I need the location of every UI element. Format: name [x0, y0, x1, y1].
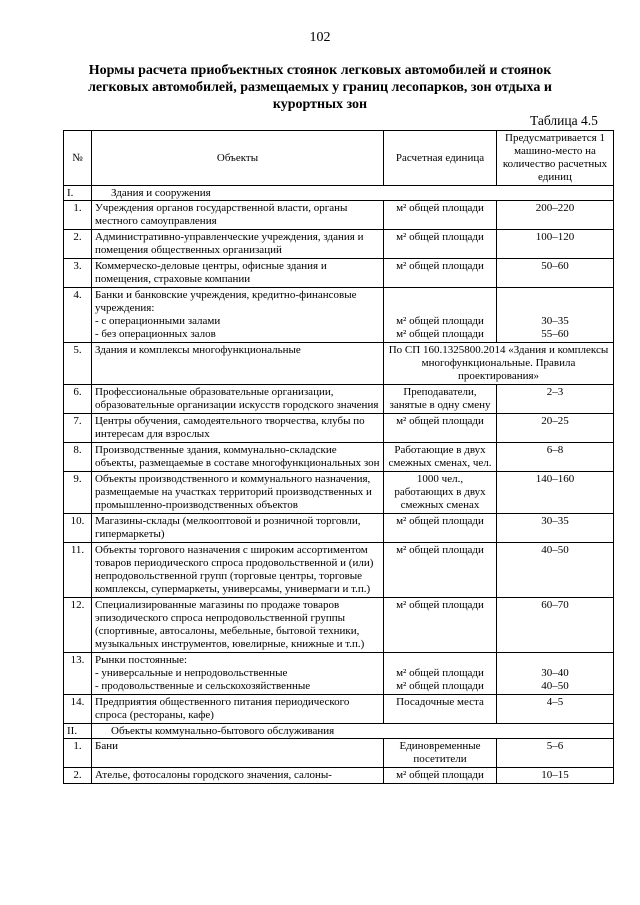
row-value: 6–8 — [497, 443, 614, 472]
table-row — [64, 598, 614, 653]
row-value: 100–120 — [497, 230, 614, 259]
row-unit: 1000 чел., работающих в двух смежных сменах — [384, 472, 497, 514]
table-row — [64, 472, 614, 514]
row-object: Центры обучения, самодеятельного творчества, клубы по интересам для взрослых — [92, 414, 384, 443]
row-num: 7. — [64, 414, 92, 443]
parking-norms-table — [63, 130, 614, 784]
row-num: 9. — [64, 472, 92, 514]
row-num: 6. — [64, 385, 92, 414]
row-value: 30–35 — [497, 514, 614, 543]
row-object: Специализированные магазины по продаже товаров эпизодического спроса непродовольственной группы (спортивные, автосалоны, мебельные, бытовой техники, музыкальных инструментов, ювелирные, книжные и т.п.) — [92, 598, 384, 653]
row-object: Производственные здания, коммунально-складские объекты, размещаемые в составе многофункциональных зон — [92, 443, 384, 472]
row-unit: Преподаватели, занятые в одну смену — [384, 385, 497, 414]
row-value: 60–70 — [497, 598, 614, 653]
table-row — [64, 385, 614, 414]
row-value: 10–15 — [497, 768, 614, 784]
row-value: 2–3 — [497, 385, 614, 414]
section-row — [64, 186, 614, 201]
table-row — [64, 653, 614, 695]
table-row — [64, 543, 614, 598]
header-value: Предусматривается 1 машино-место на количество расчетных единиц — [497, 131, 614, 186]
row-num: 12. — [64, 598, 92, 653]
row-unit: м² общей площади — [384, 768, 497, 784]
table-header-row — [64, 131, 614, 186]
table-row — [64, 414, 614, 443]
table-row — [64, 259, 614, 288]
row-value: 30–35 55–60 — [497, 288, 614, 343]
row-num: 1. — [64, 201, 92, 230]
row-object: Объекты торгового назначения с широким ассортиментом товаров периодического спроса продовольственной и (или) непродовольственной групп (торговые центры, торговые комплексы, супермаркеты, универсамы, универмаги и т.п.) — [92, 543, 384, 598]
row-sub-item: - без операционных залов — [95, 328, 216, 340]
row-num: 2. — [64, 230, 92, 259]
row-unit: м² общей площади — [384, 543, 497, 598]
row-unit: м² общей площади — [384, 201, 497, 230]
row-value: 20–25 — [497, 414, 614, 443]
row-sub-item: - универсальные и непродовольственные — [95, 667, 288, 679]
row-object: Объекты производственного и коммунального назначения, размещаемые на участках территорий производственных и промышленно-производственных объектов — [92, 472, 384, 514]
table-row — [64, 768, 614, 784]
row-object: Профессиональные образовательные организации, образовательные организации искусств городского значения — [92, 385, 384, 414]
row-unit: м² общей площади — [384, 230, 497, 259]
row-num: 1. — [64, 739, 92, 768]
section-row — [64, 724, 614, 739]
row-unit: Единовременные посетители — [384, 739, 497, 768]
row-object: Ателье, фотосалоны городского значения, салоны- — [92, 768, 384, 784]
row-unit: м² общей площади — [384, 414, 497, 443]
row-object: Предприятия общественного питания периодического спроса (рестораны, кафе) — [92, 695, 384, 724]
row-object: Учреждения органов государственной власти, органы местного самоуправления — [92, 201, 384, 230]
row-object: Бани — [92, 739, 384, 768]
row-value: 200–220 — [497, 201, 614, 230]
header-object: Объекты — [92, 131, 384, 186]
row-num: 4. — [64, 288, 92, 343]
row-value: 4–5 — [497, 695, 614, 724]
row-object-main: Рынки постоянные: — [95, 654, 188, 666]
row-unit: Посадочные места — [384, 695, 497, 724]
row-num: 11. — [64, 543, 92, 598]
section-num: II. — [64, 724, 92, 739]
row-sub-item: - продовольственные и сельскохозяйственные — [95, 680, 311, 692]
row-object: Коммерческо-деловые центры, офисные здания и помещения, страховые компании — [92, 259, 384, 288]
row-num: 8. — [64, 443, 92, 472]
table-row — [64, 230, 614, 259]
row-num: 14. — [64, 695, 92, 724]
table-row — [64, 514, 614, 543]
row-object: Здания и комплексы многофункциональные — [92, 343, 384, 385]
row-value: 5–6 — [497, 739, 614, 768]
row-object-main: Банки и банковские учреждения, кредитно-финансовые учреждения: — [95, 289, 357, 314]
table-row — [64, 443, 614, 472]
row-sub-item: - с операционными залами — [95, 315, 221, 327]
header-num: № — [64, 131, 92, 186]
table-row — [64, 343, 614, 385]
row-num: 10. — [64, 514, 92, 543]
document-title: Нормы расчета приобъектных стоянок легковых автомобилей и стоянок легковых автомобилей, размещаемых у границ лесопарков, зон отдыха и курортных зон — [88, 63, 552, 112]
section-title: Объекты коммунально-бытового обслуживания — [92, 724, 614, 739]
page-number: 102 — [309, 30, 331, 45]
table-row — [64, 739, 614, 768]
row-object — [92, 288, 384, 343]
row-value: 30–40 40–50 — [497, 653, 614, 695]
table-label: Таблица 4.5 — [530, 113, 598, 128]
table-row — [64, 201, 614, 230]
row-object: Магазины-склады (мелкооптовой и розничной торговли, гипермаркеты) — [92, 514, 384, 543]
row-value: 40–50 — [497, 543, 614, 598]
row-unit: м² общей площади — [384, 598, 497, 653]
row-num: 13. — [64, 653, 92, 695]
row-value: 50–60 — [497, 259, 614, 288]
row-unit: Работающие в двух смежных сменах, чел. — [384, 443, 497, 472]
row-num: 5. — [64, 343, 92, 385]
row-num: 3. — [64, 259, 92, 288]
row-unit: м² общей площади — [384, 259, 497, 288]
table-row — [64, 695, 614, 724]
row-value: 140–160 — [497, 472, 614, 514]
section-num: I. — [64, 186, 92, 201]
row-object: Административно-управленческие учреждения, здания и помещения общественных организаций — [92, 230, 384, 259]
row-reference: По СП 160.1325800.2014 «Здания и комплексы многофункциональные. Правила проектирования» — [384, 343, 614, 385]
section-title: Здания и сооружения — [92, 186, 614, 201]
row-unit: м² общей площади — [384, 514, 497, 543]
row-num: 2. — [64, 768, 92, 784]
table-row — [64, 288, 614, 343]
row-object — [92, 653, 384, 695]
row-unit: м² общей площади м² общей площади — [384, 288, 497, 343]
row-unit: м² общей площади м² общей площади — [384, 653, 497, 695]
header-unit: Расчетная единица — [384, 131, 497, 186]
